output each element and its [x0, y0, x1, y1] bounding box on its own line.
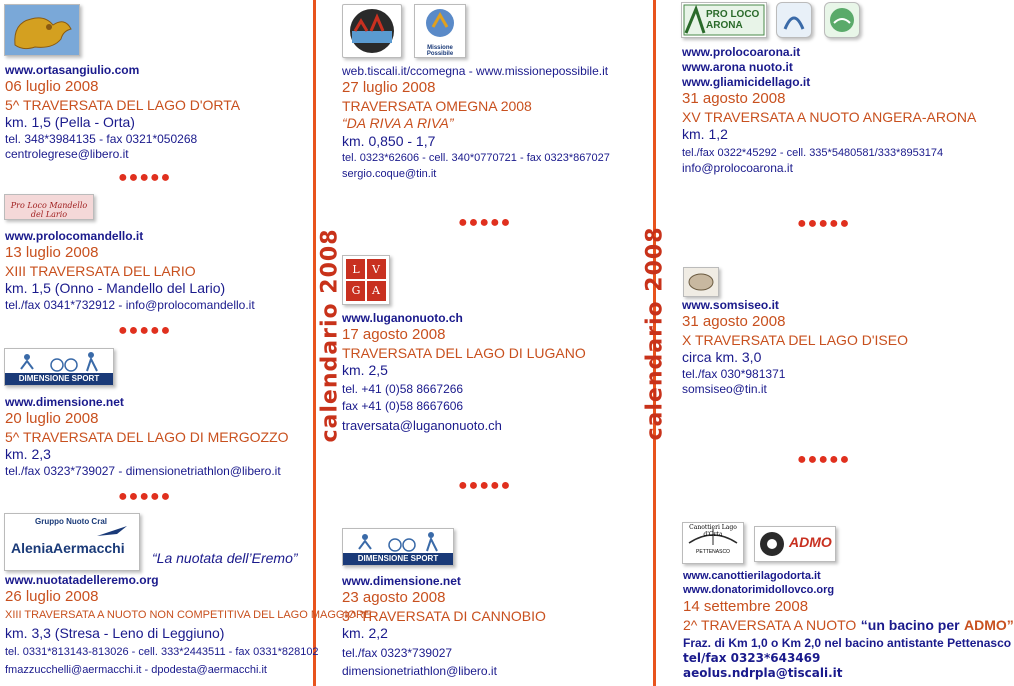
event-distance: km. 1,5 (Pella - Orta)	[5, 114, 135, 131]
event-distance: km. 1,5 (Onno - Mandello del Lario)	[5, 280, 226, 297]
event-title	[683, 616, 1014, 636]
event-title-part: “un bacino per	[860, 617, 960, 634]
event-date: 20 luglio 2008	[5, 410, 99, 427]
amici-del-lago-logo	[824, 2, 860, 38]
event-distance: km. 1,2	[682, 126, 728, 143]
separator-dots: ●●●●●	[118, 322, 172, 339]
event-date: 17 agosto 2008	[342, 326, 446, 343]
pro-loco-arona-logo-text: PRO LOCO ARONA	[706, 9, 760, 31]
event-date: 31 agosto 2008	[682, 90, 786, 107]
eremo-slogan: “La nuotata dell’Eremo”	[152, 550, 298, 566]
lugano-logo-letter: L	[352, 263, 360, 276]
soms-iseo-logo	[683, 267, 719, 297]
canottieri-logo-sub: PETTENASCO	[696, 549, 730, 555]
event-date: 31 agosto 2008	[682, 313, 786, 330]
event-lugano	[342, 311, 586, 434]
event-title-part: 2^ TRAVERSATA A NUOTO	[683, 617, 857, 634]
event-distance: km. 2,5	[342, 362, 388, 379]
event-url[interactable]: www.arona nuoto.it	[682, 60, 793, 74]
event-title: 3^ TRAVERSATA DI CANNOBIO	[342, 607, 546, 624]
missione-possibile-logo	[414, 4, 466, 58]
event-title: TRAVERSATA OMEGNA 2008	[342, 97, 532, 114]
event-iseo	[682, 298, 908, 397]
event-url[interactable]: www.prolocoarona.it	[682, 45, 801, 59]
arona-nuoto-logo	[776, 2, 812, 38]
dimensione-sport-logo-text: DIMENSIONE SPORT	[343, 553, 453, 565]
dimensione-sport-logo	[342, 528, 454, 566]
event-url[interactable]: www.dimensione.net	[5, 395, 124, 409]
event-url[interactable]: www.dimensione.net	[342, 574, 461, 588]
event-orta	[5, 63, 240, 162]
event-title-part: ADMO”	[964, 617, 1014, 634]
event-distance: circa km. 3,0	[682, 349, 762, 366]
event-arona	[682, 45, 976, 176]
orta-logo	[4, 4, 80, 56]
missione-possibile-logo-text: Missione Possibile	[426, 45, 454, 57]
lugano-logo-letter: G	[351, 284, 361, 297]
canottieri-logo-text: Canottieri Lago d'Orta	[689, 524, 737, 538]
event-date: 06 luglio 2008	[5, 78, 99, 95]
omegna-club-logo	[342, 4, 402, 58]
event-phone: tel./fax 0323*739027	[342, 645, 453, 660]
lugano-logo-letter: A	[372, 284, 380, 297]
alenia-logo-top: Gruppo Nuoto Cral	[35, 517, 107, 526]
event-phone: tel./fax 0322*45292 - cell. 335*5480581/333*8953174	[682, 146, 944, 159]
separator-dots: ●●●●●	[118, 169, 172, 186]
alenia-aermacchi-logo	[4, 513, 140, 571]
event-omegna	[342, 64, 610, 182]
event-url[interactable]: www.prolocomandello.it	[5, 229, 144, 243]
separator-dots: ●●●●●	[797, 451, 851, 468]
admo-logo-text: ADMO	[789, 534, 832, 550]
event-email[interactable]: centrolegrese@libero.it	[5, 146, 129, 161]
event-mergozzo	[5, 395, 289, 479]
event-eremo	[5, 573, 371, 678]
event-email[interactable]: sergio.coque@tin.it	[342, 168, 437, 180]
event-url[interactable]: www.gliamicidellago.it	[682, 75, 811, 89]
event-cannobio	[342, 574, 546, 679]
dimensione-sport-logo	[4, 348, 114, 386]
event-phone: tel./fax 030*981371	[682, 366, 786, 381]
event-email[interactable]: fmazzucchelli@aermacchi.it - dpodesta@aermacchi.it	[5, 663, 267, 676]
lugano-nuoto-logo	[342, 255, 390, 305]
event-url[interactable]: web.tiscali.it/ccomegna - www.missionepossibile.it	[342, 64, 609, 78]
lugano-logo-letter: V	[372, 263, 380, 276]
event-title: 5^ TRAVERSATA DEL LAGO DI MERGOZZO	[5, 428, 289, 445]
event-url[interactable]: www.nuotatadelleremo.org	[5, 573, 159, 587]
event-phone: tel/fax 0323*643469	[683, 651, 821, 666]
event-title: XIII TRAVERSATA DEL LARIO	[5, 262, 196, 279]
event-phone: tel. 0323*62606 - cell. 340*0770721 - fax 0323*867027	[342, 152, 610, 165]
event-fax: fax +41 (0)58 8667606	[342, 398, 464, 413]
event-title: XV TRAVERSATA A NUOTO ANGERA-ARONA	[682, 108, 977, 125]
event-lario	[5, 229, 255, 313]
event-detail: Fraz. di Km 1,0 o Km 2,0 nel bacino antistante Pettenasco	[683, 636, 1012, 651]
event-title: TRAVERSATA DEL LAGO DI LUGANO	[342, 344, 586, 361]
event-phone: tel. 0331*813143-813026 - cell. 333*2443511 - fax 0331*828102	[5, 646, 319, 658]
admo-logo	[754, 526, 836, 562]
event-date: 23 agosto 2008	[342, 589, 446, 606]
event-pettenasco	[683, 570, 1014, 681]
separator-dots: ●●●●●	[797, 215, 851, 232]
event-date: 13 luglio 2008	[5, 244, 99, 261]
event-distance: km. 2,3	[5, 446, 51, 463]
event-title: X TRAVERSATA DEL LAGO D'ISEO	[682, 331, 908, 348]
alenia-logo-main: AleniaAermacchi	[11, 540, 125, 556]
event-distance: km. 0,850 - 1,7	[342, 132, 436, 149]
event-subtitle: “DA RIVA A RIVA”	[342, 115, 454, 132]
event-email[interactable]: info@prolocoarona.it	[682, 160, 793, 175]
event-date: 27 luglio 2008	[342, 79, 436, 96]
event-email[interactable]: aeolus.ndrpla@tiscali.it	[683, 666, 843, 681]
event-distance: km. 2,2	[342, 625, 388, 642]
calendar-label-left: calendario 2008	[317, 228, 343, 443]
separator-dots: ●●●●●	[118, 488, 172, 505]
separator-dots: ●●●●●	[458, 477, 512, 494]
pro-loco-mandello-logo	[4, 194, 94, 220]
event-phone: tel. 348*3984135 - fax 0321*050268	[5, 131, 198, 146]
event-title: 5^ TRAVERSATA DEL LAGO D'ORTA	[5, 96, 241, 113]
pro-loco-arona-logo	[681, 2, 767, 38]
event-title: XIII TRAVERSATA A NUOTO NON COMPETITIVA DEL LAGO MAGGIORE	[5, 608, 372, 621]
dimensione-sport-logo-text: DIMENSIONE SPORT	[5, 373, 113, 385]
event-url[interactable]: www.canottierilagodorta.it	[683, 570, 821, 582]
event-phone: tel. +41 (0)58 8667266	[342, 381, 464, 396]
event-distance: km. 3,3 (Stresa - Leno di Leggiuno)	[5, 624, 225, 641]
canottieri-lago-orta-logo	[682, 522, 744, 564]
event-url[interactable]: www.ortasangiulio.com	[5, 63, 140, 77]
calendar-label-right: calendario 2008	[642, 226, 668, 441]
event-url[interactable]: www.donatorimidollovco.org	[683, 583, 835, 596]
event-email[interactable]: traversata@luganonuoto.ch	[342, 417, 502, 433]
pro-loco-mandello-logo-text: Pro Loco Mandello del Lario	[10, 201, 88, 219]
event-phone: tel./fax 0323*739027 - dimensionetriathlon@libero.it	[5, 463, 281, 478]
event-url[interactable]: www.luganonuoto.ch	[342, 311, 463, 325]
event-url[interactable]: www.somsiseo.it	[682, 298, 779, 312]
event-date: 14 settembre 2008	[683, 597, 809, 615]
event-date: 26 luglio 2008	[5, 588, 99, 605]
event-email[interactable]: dimensionetriathlon@libero.it	[342, 663, 497, 678]
event-phone: tel./fax 0341*732912 - info@prolocomandello.it	[5, 297, 255, 312]
separator-dots: ●●●●●	[458, 214, 512, 231]
event-email[interactable]: somsiseo@tin.it	[682, 381, 767, 396]
